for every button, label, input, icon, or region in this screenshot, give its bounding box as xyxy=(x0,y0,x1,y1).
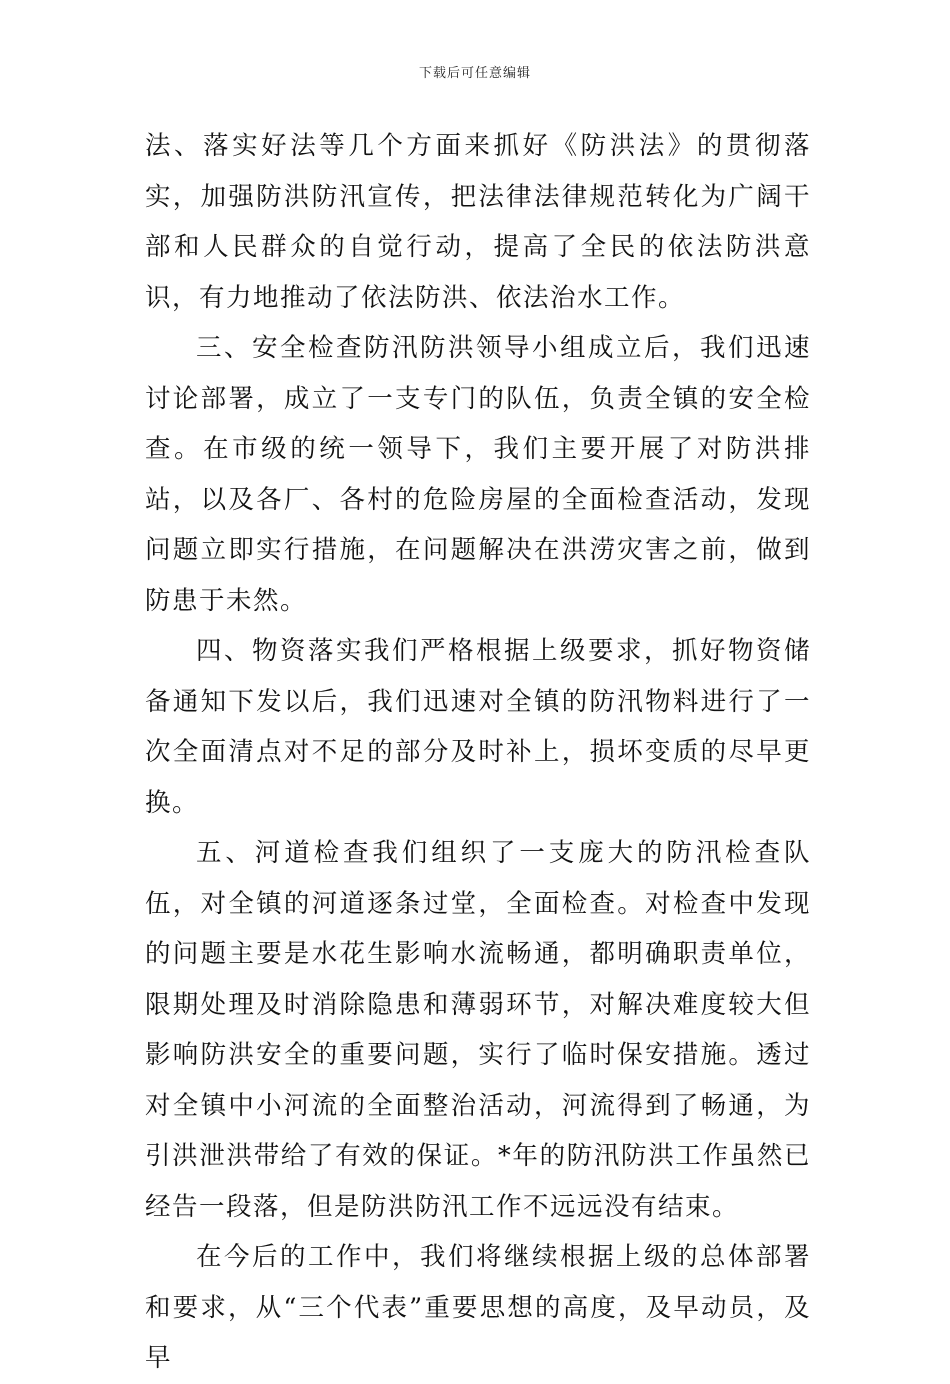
paragraph-materials: 四、物资落实我们严格根据上级要求，抓好物资储备通知下发以后，我们迅速对全镇的防汛物料进行了一次全面清点对不足的部分及时补上，损坏变质的尽早更换。 xyxy=(145,636,811,818)
paragraph-river-inspection: 五、河道检查我们组织了一支庞大的防汛检查队伍，对全镇的河道逐条过堂，全面检查。对检查中发现的问题主要是水花生影响水流畅通，都明确职责单位，限期处理及时消除隐患和薄弱环节，对解决难度较大但影响防洪安全的重要问题，实行了临时保安措施。透过对全镇中小河流的全面整治活动，河流得到了畅通，为引洪泄洪带给了有效的保证。*年的防汛防洪工作虽然已经告一段落，但是防洪防汛工作不远远没有结束。 xyxy=(145,838,811,1222)
paragraph-continuation: 法、落实好法等几个方面来抓好《防洪法》的贯彻落实，加强防洪防汛宣传，把法律法律规范转化为广阔干部和人民群众的自觉行动，提高了全民的依法防洪意识，有力地推动了依法防洪、依法治水工作。 xyxy=(145,131,811,313)
paragraph-safety-inspection: 三、安全检查防汛防洪领导小组成立后，我们迅速讨论部署，成立了一支专门的队伍，负责全镇的安全检查。在市级的统一领导下，我们主要开展了对防洪排站，以及各厂、各村的危险房屋的全面检查活动，发现问题立即实行措施，在问题解决在洪涝灾害之前，做到防患于未然。 xyxy=(145,333,811,616)
page-header-note: 下载后可任意编辑 xyxy=(418,66,531,81)
document-body xyxy=(145,121,811,1384)
paragraph-future-work: 在今后的工作中，我们将继续根据上级的总体部署和要求，从“三个代表”重要思想的高度，及早动员，及早 xyxy=(145,1242,811,1373)
